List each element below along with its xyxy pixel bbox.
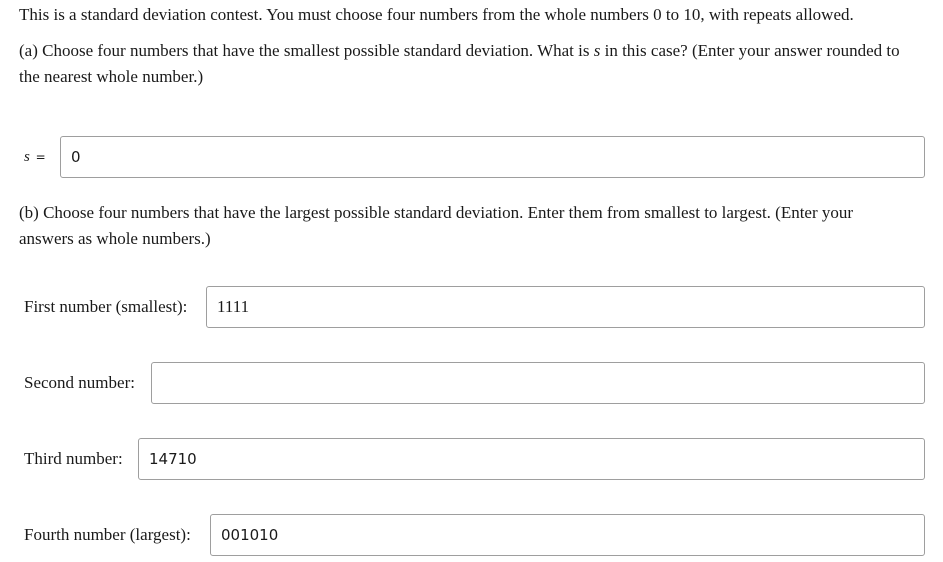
third-number-label: Third number: bbox=[24, 449, 123, 468]
inline-s-variable: s bbox=[593, 41, 601, 60]
s-equals: = bbox=[30, 149, 47, 164]
first-number-row bbox=[24, 286, 925, 328]
second-number-row bbox=[24, 362, 925, 404]
second-number-input[interactable] bbox=[151, 362, 925, 404]
part-a-question: (a) Choose four numbers that have the smallest possible standard deviation. What is s in this case? (Enter your answer rounded to the nearest whole number.) bbox=[19, 41, 900, 86]
s-input[interactable] bbox=[60, 136, 925, 178]
third-number-input[interactable] bbox=[138, 438, 925, 480]
fourth-number-label: Fourth number (largest): bbox=[24, 525, 191, 544]
fourth-number-row bbox=[24, 514, 925, 556]
intro-text: This is a standard deviation contest. You must choose four numbers from the whole numbers 0 to 10, with repeats allowed. bbox=[19, 5, 854, 24]
second-number-label: Second number: bbox=[24, 373, 135, 392]
first-number-input[interactable] bbox=[206, 286, 925, 328]
s-answer-row bbox=[24, 136, 925, 178]
part-b-question: (b) Choose four numbers that have the largest possible standard deviation. Enter them from smallest to largest. (Enter your answers as whole numbers.) bbox=[19, 203, 854, 248]
third-number-row bbox=[24, 438, 925, 480]
s-label bbox=[24, 149, 60, 166]
s-variable: s bbox=[24, 148, 31, 165]
fourth-number-input[interactable] bbox=[210, 514, 925, 556]
first-number-label: First number (smallest): bbox=[24, 297, 188, 316]
